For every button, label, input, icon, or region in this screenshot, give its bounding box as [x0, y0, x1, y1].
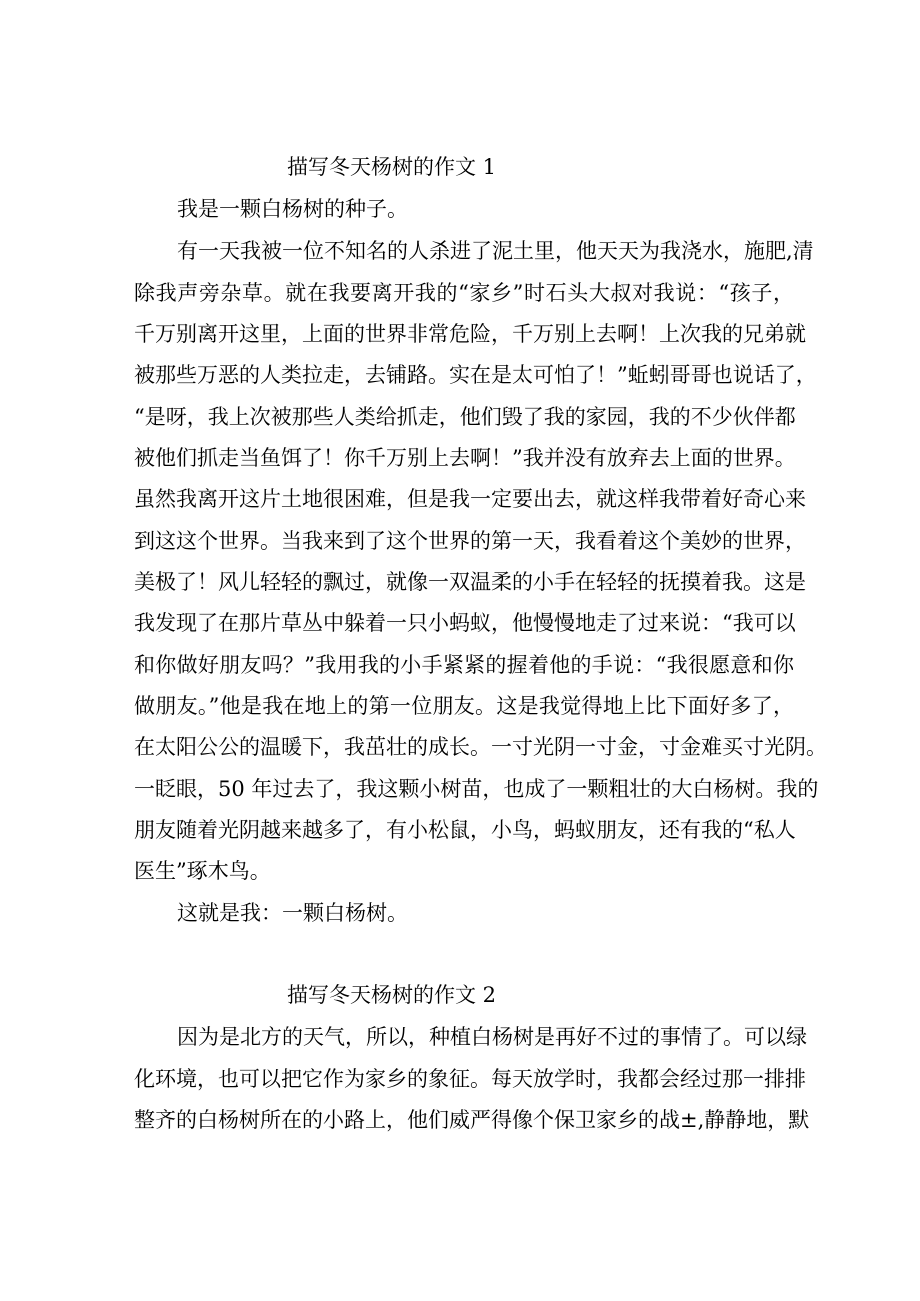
essay2-title: 描写冬天杨树的作文 2 — [287, 983, 497, 1007]
paragraph-line: 在太阳公公的温暖下，我茁壮的成长。一寸光阴一寸金，寸金难买寸光阴。 — [134, 735, 827, 759]
paragraph-line: 到这这个世界。当我来到了这个世界的第一天，我看着这个美妙的世界， — [134, 529, 806, 553]
paragraph-line: 我发现了在那片草丛中躲着一只小蚂蚁，他慢慢地走了过来说：“我可以 — [134, 611, 796, 635]
paragraph-line: 朋友随着光阴越来越多了，有小松鼠，小鸟，蚂蚁朋友，还有我的“私人 — [134, 818, 796, 842]
paragraph-line: 千万别离开这里，上面的世界非常危险，千万别上去啊！上次我的兄弟就 — [134, 322, 806, 346]
essay1-title: 描写冬天杨树的作文 1 — [287, 155, 497, 179]
paragraph-line: 除我声旁杂草。就在我要离开我的“家乡”时石头大叔对我说：“孩子， — [134, 281, 794, 305]
paragraph-line: 因为是北方的天气，所以，种植白杨树是再好不过的事情了。可以绿 — [177, 1025, 807, 1049]
paragraph-line: 一眨眼，50 年过去了，我这颗小树苗，也成了一颗粗壮的大白杨树。我的 — [134, 777, 819, 801]
paragraph-line: 化环境，也可以把它作为家乡的象征。每天放学时，我都会经过那一排排 — [134, 1067, 806, 1091]
paragraph-line: 被那些万恶的人类拉走，去铺路。实在是太可怕了！”蚯蚓哥哥也说话了， — [134, 363, 817, 387]
paragraph-line: 这就是我：一颗白杨树。 — [177, 901, 408, 925]
paragraph-line: 有一天我被一位不知名的人杀进了泥土里，他天天为我浇水，施肥,清 — [177, 239, 814, 263]
paragraph-line: 和你做好朋友吗？”我用我的小手紧紧的握着他的手说：“我很愿意和你 — [134, 653, 794, 677]
paragraph-line: 美极了！风儿轻轻的飘过，就像一双温柔的小手在轻轻的抚摸着我。这是 — [134, 570, 806, 594]
paragraph-line: “是呀，我上次被那些人类给抓走，他们毁了我的家园，我的不少伙伴都 — [134, 405, 796, 429]
paragraph-line: 被他们抓走当鱼饵了！你千万别上去啊！”我并没有放弃去上面的世界。 — [134, 446, 796, 470]
paragraph-line: 我是一颗白杨树的种子。 — [177, 197, 408, 221]
paragraph-line: 做朋友。”他是我在地上的第一位朋友。这是我觉得地上比下面好多了， — [134, 694, 794, 718]
paragraph-line: 整齐的白杨树所在的小路上，他们威严得像个保卫家乡的战±,静静地，默 — [134, 1108, 810, 1132]
paragraph-line: 虽然我离开这片土地很困难，但是我一定要出去，就这样我带着好奇心来 — [134, 487, 806, 511]
paragraph-line: 医生”琢木鸟。 — [134, 859, 271, 883]
